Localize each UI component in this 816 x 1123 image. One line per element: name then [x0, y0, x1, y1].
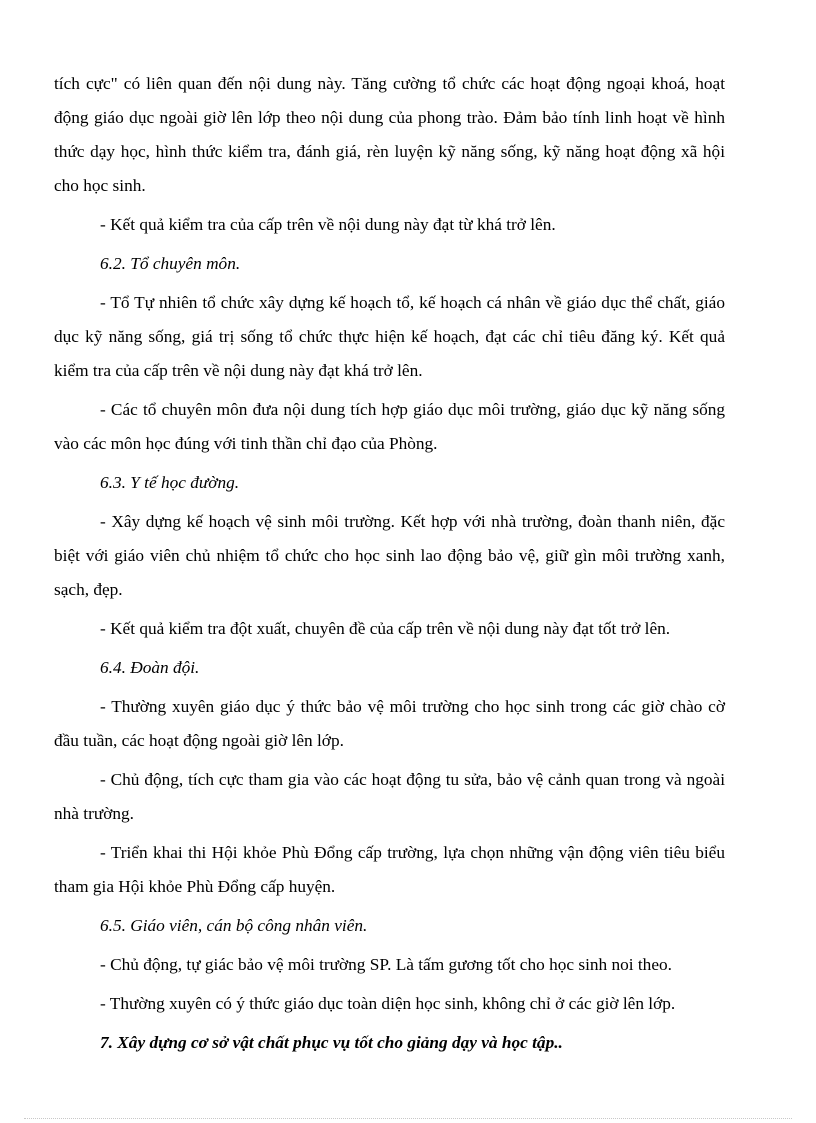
body-paragraph: - Kết quả kiểm tra của cấp trên về nội dung này đạt từ khá trở lên. [100, 215, 556, 234]
body-paragraph: - Các tổ chuyên môn đưa nội dung tích hợp giáo dục môi trường, giáo dục kỹ năng sống vào các môn học đúng với tinh thần chỉ đạo của Phòng. [54, 400, 725, 453]
body-paragraph: - Kết quả kiểm tra đột xuất, chuyên đề của cấp trên về nội dung này đạt tốt trở lên. [100, 619, 671, 638]
subheading-youth-union: 6.4. Đoàn đội. [100, 658, 200, 677]
subheading-professional-group: 6.2. Tổ chuyên môn. [100, 254, 241, 273]
body-paragraph: - Chủ động, tích cực tham gia vào các hoạt động tu sửa, bảo vệ cảnh quan trong và ngoài nhà trường. [54, 770, 725, 823]
document-page [54, 67, 725, 1060]
body-paragraph: - Tổ Tự nhiên tổ chức xây dựng kế hoạch tổ, kế hoạch cá nhân về giáo dục thể chất, giáo dục kỹ năng sống, giá trị sống tổ chức thực hiện kế hoạch, đạt các chỉ tiêu đăng ký. Kết quả kiểm tra của cấp trên về nội dung này đạt khá trở lên. [54, 293, 725, 380]
body-paragraph: - Thường xuyên giáo dục ý thức bảo vệ môi trường cho học sinh trong các giờ chào cờ đầu tuần, các hoạt động ngoài giờ lên lớp. [54, 697, 725, 750]
body-paragraph: - Xây dựng kế hoạch vệ sinh môi trường. Kết hợp với nhà trường, đoàn thanh niên, đặc biệt với giáo viên chủ nhiệm tổ chức cho học sinh lao động bảo vệ, giữ gìn môi trường xanh, sạch, đẹp. [54, 512, 725, 599]
subheading-school-health: 6.3. Y tế học đường. [100, 473, 240, 492]
body-paragraph-continuation: tích cực" có liên quan đến nội dung này. Tăng cường tổ chức các hoạt động ngoại khoá, hoạt động giáo dục ngoài giờ lên lớp theo nội dung của phong trào. Đảm bảo tính linh hoạt về hình thức dạy học, hình thức kiểm tra, đánh giá, rèn luyện kỹ năng sống, kỹ năng hoạt động xã hội cho học sinh. [54, 74, 725, 195]
body-paragraph: - Chủ động, tự giác bảo vệ môi trường SP. Là tấm gương tốt cho học sinh noi theo. [100, 955, 672, 974]
body-paragraph: - Triển khai thi Hội khỏe Phù Đổng cấp trường, lựa chọn những vận động viên tiêu biểu tham gia Hội khỏe Phù Đổng cấp huyện. [54, 843, 725, 896]
body-paragraph: - Thường xuyên có ý thức giáo dục toàn diện học sinh, không chỉ ở các giờ lên lớp. [100, 994, 676, 1013]
page-bottom-divider [24, 1118, 792, 1119]
section-heading-facilities: 7. Xây dựng cơ sở vật chất phục vụ tốt cho giảng dạy và học tập.. [100, 1033, 563, 1052]
subheading-teachers-staff: 6.5. Giáo viên, cán bộ công nhân viên. [100, 916, 368, 935]
